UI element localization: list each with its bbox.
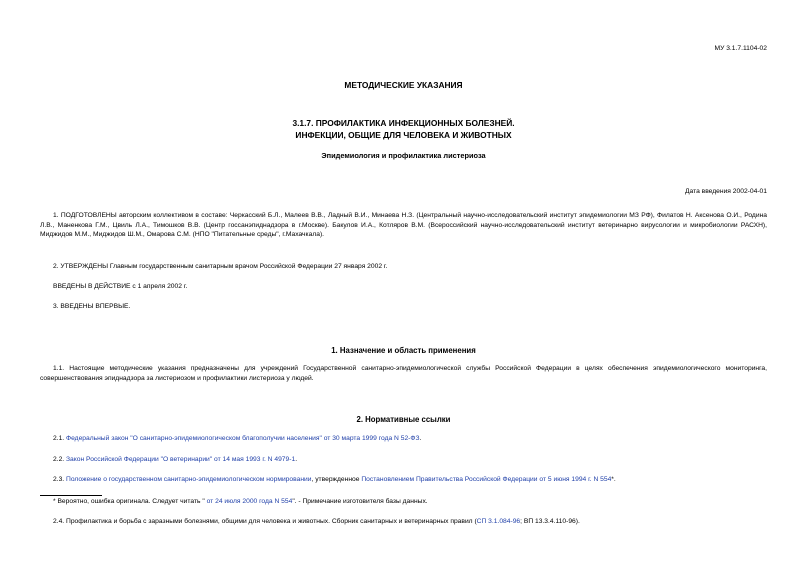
section-2-heading: 2. Нормативные ссылки bbox=[356, 415, 451, 424]
reference-2-2-prefix: 2.2. bbox=[53, 456, 67, 463]
reference-2-2 bbox=[40, 455, 767, 465]
reference-2-3 bbox=[40, 475, 767, 485]
reference-2-4 bbox=[40, 517, 767, 527]
section-1-heading: 1. Назначение и область применения bbox=[331, 346, 476, 355]
reference-2-2-suffix: . bbox=[295, 456, 298, 463]
link-footnote-decree[interactable]: от 24 июля 2000 года N 554 bbox=[204, 498, 293, 505]
intro-paragraph-4: 3. ВВЕДЕНЫ ВПЕРВЫЕ. bbox=[53, 303, 131, 310]
reference-2-1 bbox=[40, 434, 767, 444]
link-sp-3-1-084-96[interactable]: СП 3.1.084-96 bbox=[476, 518, 521, 525]
doc-subtitle-3: Эпидемиология и профилактика листериоза bbox=[321, 151, 486, 160]
reference-2-1-suffix: . bbox=[419, 435, 422, 442]
intro-paragraph-1: 1. ПОДГОТОВЛЕНЫ авторским коллективом в составе: Черкасский Б.Л., Малеев В.В., Ладный В.И., Минаева Н.З. (Центральный научно-исследовательский институт эпидемиологии МЗ РФ), Филатов Н. Аксенова О.И., Родина Л.В., Маненкова Г.М., Цвиль Л.А., Тимошков В.В. (Центр госсанэпиднадзора в г.Москве). Бакулов И.А., Котляров В.М. (Всероссийский научно-исследовательский институт ветеринарно вирусологии и микробиологии РАСХН), Миджидов М.М., Миджидов Ш.М., Омарова С.М. (НПО "Питательные среды", г.Махачкала). bbox=[40, 212, 767, 239]
reference-2-3-middle: , утвержденное bbox=[311, 476, 362, 483]
link-veterinary-law[interactable]: Закон Российской Федерации "О ветеринарии" от 14 мая 1993 г. N 4979-1 bbox=[66, 456, 296, 463]
doc-subtitle-2: ИНФЕКЦИИ, ОБЩИЕ ДЛЯ ЧЕЛОВЕКА И ЖИВОТНЫХ bbox=[295, 130, 512, 140]
link-regulation-statute[interactable]: Положение о государственном санитарно-эпидемиологическом нормировании bbox=[66, 476, 312, 483]
reference-2-3-prefix: 2.3. bbox=[53, 476, 67, 483]
intro-paragraph-3: ВВЕДЕНЫ В ДЕЙСТВИЕ с 1 апреля 2002 г. bbox=[53, 283, 188, 290]
intro-date: Дата введения 2002-04-01 bbox=[684, 188, 767, 195]
reference-2-1-prefix: 2.1. bbox=[53, 435, 67, 442]
footnote-rule bbox=[40, 495, 102, 496]
reference-2-3-suffix: *. bbox=[611, 476, 616, 483]
doc-number: МУ 3.1.7.1104-02 bbox=[714, 45, 767, 52]
link-government-decree-554[interactable]: Постановлением Правительства Российской Федерации от 5 июня 1994 г. N 554 bbox=[361, 476, 612, 483]
footnote-prefix: * Вероятно, ошибка оригинала. Следует читать " bbox=[53, 498, 205, 505]
doc-subtitle-1: 3.1.7. ПРОФИЛАКТИКА ИНФЕКЦИОННЫХ БОЛЕЗНЕЙ. bbox=[292, 118, 515, 128]
link-federal-law-52[interactable]: Федеральный закон "О санитарно-эпидемиологическом благополучии населения" от 30 марта 1999 года N 52-ФЗ bbox=[66, 435, 420, 442]
reference-2-4-suffix: ; ВП 13.3.4.110-96). bbox=[520, 518, 580, 525]
footnote bbox=[40, 497, 767, 507]
section-1-paragraph-1: 1.1. Настоящие методические указания предназначены для учреждений Государственной санитарно-эпидемиологической службы Российской Федерации в целях обеспечения эпидемиологического мониторинга, совершенствования эпиднадзора за листериозом и профилактики листериоза у людей. bbox=[40, 365, 767, 382]
reference-2-4-prefix: 2.4. Профилактика и борьба с заразными болезнями, общими для человека и животных. Сборник санитарных и ветеринарных правил ( bbox=[53, 518, 477, 525]
intro-paragraph-2: 2. УТВЕРЖДЕНЫ Главным государственным санитарным врачом Российской Федерации 27 января 2002 г. bbox=[53, 263, 388, 270]
footnote-suffix: ". - Примечание изготовителя базы данных. bbox=[292, 498, 428, 505]
doc-title: МЕТОДИЧЕСКИЕ УКАЗАНИЯ bbox=[344, 80, 463, 90]
